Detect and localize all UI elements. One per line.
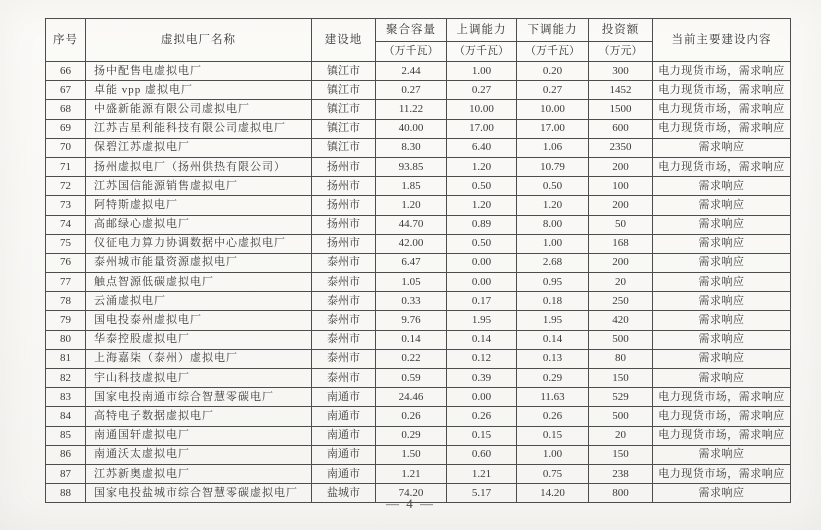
cell-content: 电力现货市场，需求响应 [653, 407, 791, 426]
cell-capacity: 74.20 [376, 484, 447, 503]
cell-content: 电力现货市场，需求响应 [653, 464, 791, 483]
cell-location: 南通市 [312, 388, 376, 407]
cell-index: 81 [46, 349, 86, 368]
table-row [46, 311, 791, 330]
cell-location: 南通市 [312, 407, 376, 426]
cell-content: 需求响应 [653, 177, 791, 196]
cell-name: 宇山科技虚拟电厂 [86, 369, 312, 388]
cell-investment: 150 [589, 369, 653, 388]
cell-up: 0.00 [447, 273, 517, 292]
col-header-investment: 投资额 [589, 19, 653, 42]
cell-location: 镇江市 [312, 81, 376, 100]
cell-location: 泰州市 [312, 253, 376, 272]
cell-location: 镇江市 [312, 138, 376, 157]
cell-name: 高邮绿心虚拟电厂 [86, 215, 312, 234]
cell-content: 需求响应 [653, 273, 791, 292]
table-row [46, 445, 791, 464]
cell-up: 0.12 [447, 349, 517, 368]
cell-up: 0.26 [447, 407, 517, 426]
cell-content: 电力现货市场，需求响应 [653, 100, 791, 119]
cell-location: 镇江市 [312, 100, 376, 119]
cell-name: 江苏吉星利能科技有限公司虚拟电厂 [86, 119, 312, 138]
cell-capacity: 1.50 [376, 445, 447, 464]
cell-content: 需求响应 [653, 484, 791, 503]
cell-location: 泰州市 [312, 292, 376, 311]
cell-down: 10.00 [517, 100, 589, 119]
cell-name: 阿特斯虚拟电厂 [86, 196, 312, 215]
cell-down: 0.27 [517, 81, 589, 100]
cell-investment: 168 [589, 234, 653, 253]
cell-name: 华泰控股虚拟电厂 [86, 330, 312, 349]
cell-up: 0.60 [447, 445, 517, 464]
cell-location: 盐城市 [312, 484, 376, 503]
cell-capacity: 2.44 [376, 62, 447, 81]
cell-up: 1.20 [447, 196, 517, 215]
cell-capacity: 24.46 [376, 388, 447, 407]
cell-name: 上海嘉柒（泰州）虚拟电厂 [86, 349, 312, 368]
cell-name: 江苏国信能源销售虚拟电厂 [86, 177, 312, 196]
table-row [46, 100, 791, 119]
cell-investment: 200 [589, 196, 653, 215]
cell-capacity: 0.26 [376, 407, 447, 426]
table-row [46, 119, 791, 138]
cell-index: 82 [46, 369, 86, 388]
cell-name: 国家电投盐城市综合智慧零碳虚拟电厂 [86, 484, 312, 503]
cell-location: 镇江市 [312, 62, 376, 81]
cell-location: 扬州市 [312, 234, 376, 253]
cell-down: 0.13 [517, 349, 589, 368]
cell-capacity: 6.47 [376, 253, 447, 272]
cell-capacity: 1.20 [376, 196, 447, 215]
cell-location: 泰州市 [312, 349, 376, 368]
cell-investment: 600 [589, 119, 653, 138]
cell-up: 0.50 [447, 234, 517, 253]
cell-investment: 529 [589, 388, 653, 407]
cell-name: 国家电投南通市综合智慧零碳电厂 [86, 388, 312, 407]
table-row [46, 330, 791, 349]
cell-location: 扬州市 [312, 157, 376, 176]
cell-content: 需求响应 [653, 138, 791, 157]
cell-index: 86 [46, 445, 86, 464]
cell-capacity: 0.29 [376, 426, 447, 445]
cell-content: 电力现货市场，需求响应 [653, 62, 791, 81]
cell-up: 0.17 [447, 292, 517, 311]
cell-capacity: 11.22 [376, 100, 447, 119]
cell-up: 0.00 [447, 388, 517, 407]
cell-down: 1.95 [517, 311, 589, 330]
table-row [46, 253, 791, 272]
cell-capacity: 42.00 [376, 234, 447, 253]
cell-up: 0.89 [447, 215, 517, 234]
cell-content: 需求响应 [653, 369, 791, 388]
cell-investment: 100 [589, 177, 653, 196]
cell-location: 泰州市 [312, 369, 376, 388]
cell-name: 仪征电力算力协调数据中心虚拟电厂 [86, 234, 312, 253]
cell-up: 1.21 [447, 464, 517, 483]
cell-up: 5.17 [447, 484, 517, 503]
col-header-up: 上调能力 [447, 19, 517, 42]
cell-down: 0.50 [517, 177, 589, 196]
cell-capacity: 0.27 [376, 81, 447, 100]
cell-investment: 80 [589, 349, 653, 368]
cell-investment: 50 [589, 215, 653, 234]
cell-location: 扬州市 [312, 177, 376, 196]
col-header-up-unit: （万千瓦） [447, 42, 517, 62]
cell-index: 84 [46, 407, 86, 426]
cell-name: 泰州城市能量资源虚拟电厂 [86, 253, 312, 272]
cell-down: 0.15 [517, 426, 589, 445]
cell-capacity: 1.21 [376, 464, 447, 483]
table-row [46, 177, 791, 196]
vpp-table [45, 18, 791, 503]
cell-index: 79 [46, 311, 86, 330]
cell-capacity: 93.85 [376, 157, 447, 176]
cell-capacity: 9.76 [376, 311, 447, 330]
cell-content: 需求响应 [653, 330, 791, 349]
cell-up: 0.00 [447, 253, 517, 272]
table-row [46, 464, 791, 483]
cell-content: 需求响应 [653, 292, 791, 311]
cell-down: 0.14 [517, 330, 589, 349]
cell-investment: 200 [589, 157, 653, 176]
cell-location: 南通市 [312, 445, 376, 464]
cell-down: 14.20 [517, 484, 589, 503]
cell-investment: 800 [589, 484, 653, 503]
cell-capacity: 0.22 [376, 349, 447, 368]
cell-investment: 20 [589, 273, 653, 292]
table-row [46, 196, 791, 215]
col-header-down: 下调能力 [517, 19, 589, 42]
cell-content: 电力现货市场，需求响应 [653, 157, 791, 176]
cell-down: 0.18 [517, 292, 589, 311]
cell-down: 1.06 [517, 138, 589, 157]
cell-name: 南通沃太虚拟电厂 [86, 445, 312, 464]
cell-investment: 20 [589, 426, 653, 445]
col-header-location: 建设地 [312, 19, 376, 62]
cell-investment: 250 [589, 292, 653, 311]
cell-content: 电力现货市场，需求响应 [653, 81, 791, 100]
table-row [46, 62, 791, 81]
cell-index: 71 [46, 157, 86, 176]
cell-name: 中盛新能源有限公司虚拟电厂 [86, 100, 312, 119]
cell-down: 0.95 [517, 273, 589, 292]
cell-capacity: 8.30 [376, 138, 447, 157]
cell-down: 1.00 [517, 445, 589, 464]
cell-index: 85 [46, 426, 86, 445]
table-row [46, 138, 791, 157]
page-number: — 4 — [386, 496, 435, 511]
cell-capacity: 0.59 [376, 369, 447, 388]
cell-name: 云涌虚拟电厂 [86, 292, 312, 311]
table-row [46, 234, 791, 253]
cell-index: 76 [46, 253, 86, 272]
col-header-capacity: 聚合容量 [376, 19, 447, 42]
cell-content: 需求响应 [653, 311, 791, 330]
cell-down: 11.63 [517, 388, 589, 407]
cell-index: 67 [46, 81, 86, 100]
col-header-index: 序号 [46, 19, 86, 62]
cell-content: 电力现货市场，需求响应 [653, 119, 791, 138]
col-header-down-unit: （万千瓦） [517, 42, 589, 62]
cell-up: 0.27 [447, 81, 517, 100]
cell-up: 0.50 [447, 177, 517, 196]
cell-capacity: 1.05 [376, 273, 447, 292]
cell-investment: 150 [589, 445, 653, 464]
cell-up: 1.20 [447, 157, 517, 176]
col-header-content: 当前主要建设内容 [653, 19, 791, 62]
cell-content: 需求响应 [653, 215, 791, 234]
cell-index: 80 [46, 330, 86, 349]
cell-down: 17.00 [517, 119, 589, 138]
cell-location: 泰州市 [312, 330, 376, 349]
cell-up: 0.14 [447, 330, 517, 349]
table-row [46, 388, 791, 407]
cell-content: 需求响应 [653, 196, 791, 215]
table-row [46, 81, 791, 100]
cell-name: 扬中配售电虚拟电厂 [86, 62, 312, 81]
cell-investment: 200 [589, 253, 653, 272]
cell-down: 1.00 [517, 234, 589, 253]
cell-investment: 2350 [589, 138, 653, 157]
cell-down: 2.68 [517, 253, 589, 272]
cell-up: 1.00 [447, 62, 517, 81]
cell-content: 需求响应 [653, 234, 791, 253]
cell-index: 69 [46, 119, 86, 138]
cell-name: 卓能 vpp 虚拟电厂 [86, 81, 312, 100]
table-header [46, 19, 791, 62]
table-row [46, 273, 791, 292]
cell-index: 73 [46, 196, 86, 215]
cell-location: 泰州市 [312, 311, 376, 330]
col-header-capacity-unit: （万千瓦） [376, 42, 447, 62]
cell-index: 75 [46, 234, 86, 253]
cell-location: 扬州市 [312, 215, 376, 234]
cell-index: 77 [46, 273, 86, 292]
cell-name: 南通国轩虚拟电厂 [86, 426, 312, 445]
cell-capacity: 44.70 [376, 215, 447, 234]
cell-index: 74 [46, 215, 86, 234]
cell-up: 0.39 [447, 369, 517, 388]
cell-location: 南通市 [312, 464, 376, 483]
cell-location: 泰州市 [312, 273, 376, 292]
cell-name: 高特电子数据虚拟电厂 [86, 407, 312, 426]
table-body [46, 62, 791, 503]
cell-name: 国电投泰州虚拟电厂 [86, 311, 312, 330]
cell-down: 0.75 [517, 464, 589, 483]
cell-investment: 500 [589, 407, 653, 426]
cell-up: 0.15 [447, 426, 517, 445]
cell-location: 镇江市 [312, 119, 376, 138]
cell-index: 88 [46, 484, 86, 503]
cell-down: 0.26 [517, 407, 589, 426]
cell-content: 电力现货市场，需求响应 [653, 388, 791, 407]
cell-down: 0.29 [517, 369, 589, 388]
table-row [46, 215, 791, 234]
cell-down: 8.00 [517, 215, 589, 234]
cell-name: 保碧江苏虚拟电厂 [86, 138, 312, 157]
cell-investment: 300 [589, 62, 653, 81]
cell-down: 1.20 [517, 196, 589, 215]
cell-investment: 500 [589, 330, 653, 349]
table-row [46, 369, 791, 388]
cell-investment: 1500 [589, 100, 653, 119]
cell-name: 扬州虚拟电厂（扬州供热有限公司） [86, 157, 312, 176]
cell-name: 触点智源低碳虚拟电厂 [86, 273, 312, 292]
cell-content: 需求响应 [653, 253, 791, 272]
cell-up: 10.00 [447, 100, 517, 119]
cell-capacity: 0.33 [376, 292, 447, 311]
cell-index: 83 [46, 388, 86, 407]
cell-index: 87 [46, 464, 86, 483]
cell-down: 0.20 [517, 62, 589, 81]
cell-location: 南通市 [312, 426, 376, 445]
table-row [46, 349, 791, 368]
table-row [46, 157, 791, 176]
cell-capacity: 1.85 [376, 177, 447, 196]
cell-content: 需求响应 [653, 445, 791, 464]
cell-index: 78 [46, 292, 86, 311]
cell-up: 6.40 [447, 138, 517, 157]
cell-location: 扬州市 [312, 196, 376, 215]
cell-index: 72 [46, 177, 86, 196]
col-header-investment-unit: （万元） [589, 42, 653, 62]
cell-up: 17.00 [447, 119, 517, 138]
cell-capacity: 40.00 [376, 119, 447, 138]
table-row [46, 292, 791, 311]
cell-capacity: 0.14 [376, 330, 447, 349]
col-header-name: 虚拟电厂名称 [86, 19, 312, 62]
cell-name: 江苏新奥虚拟电厂 [86, 464, 312, 483]
cell-index: 66 [46, 62, 86, 81]
table-row [46, 407, 791, 426]
cell-index: 68 [46, 100, 86, 119]
cell-content: 电力现货市场，需求响应 [653, 426, 791, 445]
cell-investment: 1452 [589, 81, 653, 100]
cell-content: 需求响应 [653, 349, 791, 368]
cell-down: 10.79 [517, 157, 589, 176]
cell-up: 1.95 [447, 311, 517, 330]
cell-investment: 420 [589, 311, 653, 330]
cell-investment: 238 [589, 464, 653, 483]
cell-index: 70 [46, 138, 86, 157]
table-row [46, 426, 791, 445]
